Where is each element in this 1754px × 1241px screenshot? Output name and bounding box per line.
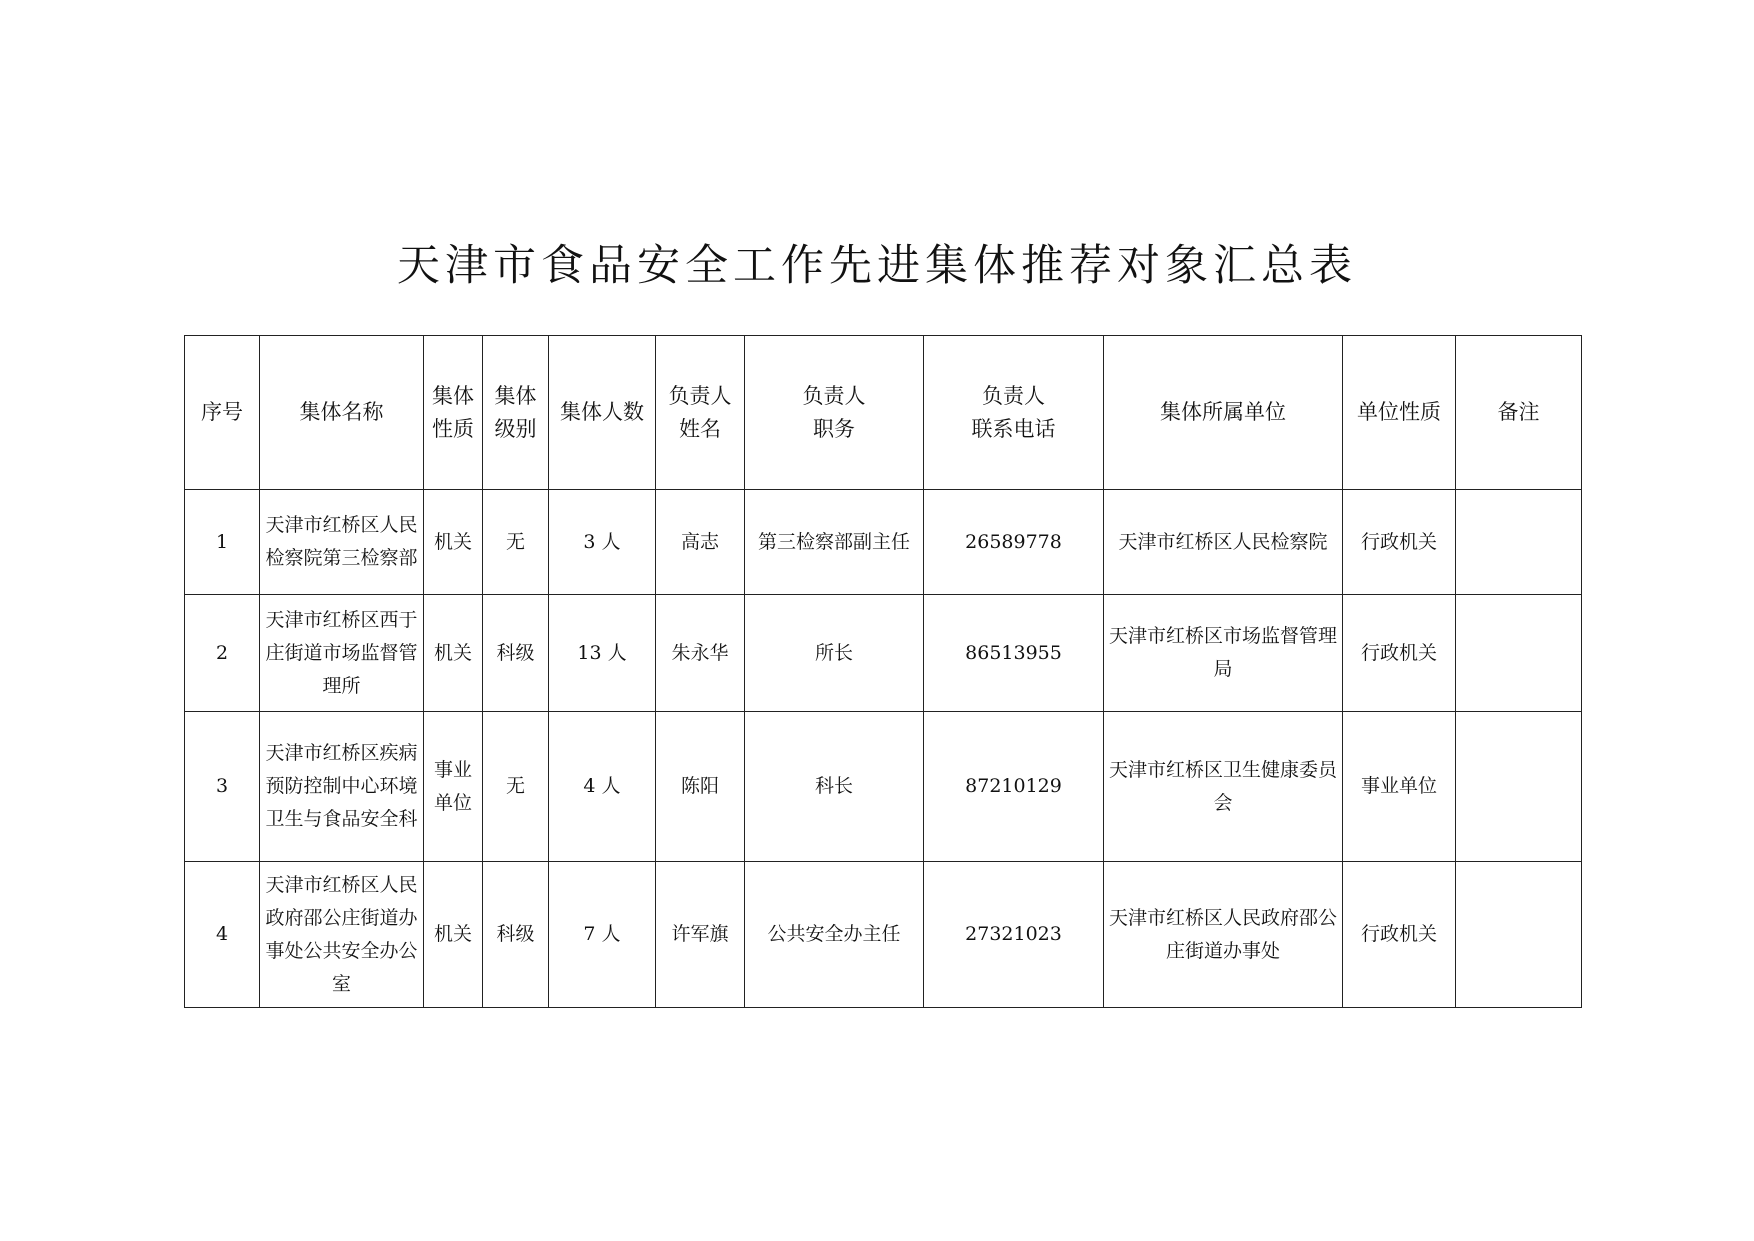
cell-nature: 机关 (424, 595, 483, 712)
header-leader-phone (924, 336, 1104, 490)
cell-name: 天津市红桥区疾病预防控制中心环境卫生与食品安全科 (260, 712, 424, 862)
cell-count: 13 人 (549, 595, 656, 712)
cell-unit-type: 行政机关 (1343, 862, 1456, 1008)
cell-phone: 86513955 (924, 595, 1104, 712)
cell-remarks (1456, 490, 1582, 595)
header-leader-name-line1: 负责人 (668, 383, 732, 408)
table-row (185, 712, 1582, 862)
header-leader-phone-line1: 负责人 (982, 383, 1045, 408)
header-seq: 序号 (185, 336, 260, 490)
cell-unit-type: 行政机关 (1343, 595, 1456, 712)
cell-leader-title: 科长 (745, 712, 924, 862)
cell-seq: 1 (185, 490, 260, 595)
cell-remarks (1456, 862, 1582, 1008)
cell-parent-unit: 天津市红桥区市场监督管理局 (1104, 595, 1343, 712)
table-row (185, 595, 1582, 712)
cell-unit-type: 行政机关 (1343, 490, 1456, 595)
cell-leader-title: 所长 (745, 595, 924, 712)
header-level (483, 336, 549, 490)
header-count: 集体人数 (549, 336, 656, 490)
cell-leader-name: 高志 (656, 490, 745, 595)
header-level-line1: 集体 (494, 383, 537, 408)
cell-leader-name: 朱永华 (656, 595, 745, 712)
cell-remarks (1456, 595, 1582, 712)
cell-count: 7 人 (549, 862, 656, 1008)
table-row (185, 490, 1582, 595)
header-leader-title-line1: 负责人 (802, 383, 866, 408)
cell-phone: 26589778 (924, 490, 1104, 595)
header-leader-name-line2: 姓名 (679, 416, 721, 441)
cell-count: 3 人 (549, 490, 656, 595)
header-parent-unit: 集体所属单位 (1104, 336, 1343, 490)
document-title: 天津市食品安全工作先进集体推荐对象汇总表 (397, 241, 1357, 291)
cell-leader-name: 陈阳 (656, 712, 745, 862)
header-row (185, 336, 1582, 490)
header-leader-title-line2: 职务 (813, 416, 855, 441)
cell-unit-type: 事业单位 (1343, 712, 1456, 862)
cell-phone: 87210129 (924, 712, 1104, 862)
cell-leader-name: 许军旗 (656, 862, 745, 1008)
cell-level: 科级 (483, 595, 549, 712)
cell-phone: 27321023 (924, 862, 1104, 1008)
header-nature (424, 336, 483, 490)
cell-count: 4 人 (549, 712, 656, 862)
cell-name: 天津市红桥区人民政府邵公庄街道办事处公共安全办公室 (260, 862, 424, 1008)
header-level-line2: 级别 (494, 416, 537, 441)
cell-leader-title: 公共安全办主任 (745, 862, 924, 1008)
cell-leader-title: 第三检察部副主任 (745, 490, 924, 595)
header-leader-title (745, 336, 924, 490)
cell-seq: 4 (185, 862, 260, 1008)
table-row (185, 862, 1582, 1008)
cell-remarks (1456, 712, 1582, 862)
cell-nature: 机关 (424, 490, 483, 595)
cell-nature: 机关 (424, 862, 483, 1008)
cell-nature: 事业单位 (424, 712, 483, 862)
header-leader-name (656, 336, 745, 490)
cell-parent-unit: 天津市红桥区人民检察院 (1104, 490, 1343, 595)
cell-parent-unit: 天津市红桥区人民政府邵公庄街道办事处 (1104, 862, 1343, 1008)
header-nature-line1: 集体 (432, 383, 474, 408)
cell-level: 科级 (483, 862, 549, 1008)
cell-parent-unit: 天津市红桥区卫生健康委员会 (1104, 712, 1343, 862)
cell-level: 无 (483, 490, 549, 595)
header-unit-type: 单位性质 (1343, 336, 1456, 490)
cell-level: 无 (483, 712, 549, 862)
cell-name: 天津市红桥区西于庄街道市场监督管理所 (260, 595, 424, 712)
header-leader-phone-line2: 联系电话 (971, 416, 1056, 441)
header-remarks: 备注 (1456, 336, 1582, 490)
cell-seq: 2 (185, 595, 260, 712)
header-nature-line2: 性质 (432, 416, 474, 441)
header-name: 集体名称 (260, 336, 424, 490)
cell-name: 天津市红桥区人民检察院第三检察部 (260, 490, 424, 595)
summary-table (184, 335, 1582, 1008)
cell-seq: 3 (185, 712, 260, 862)
